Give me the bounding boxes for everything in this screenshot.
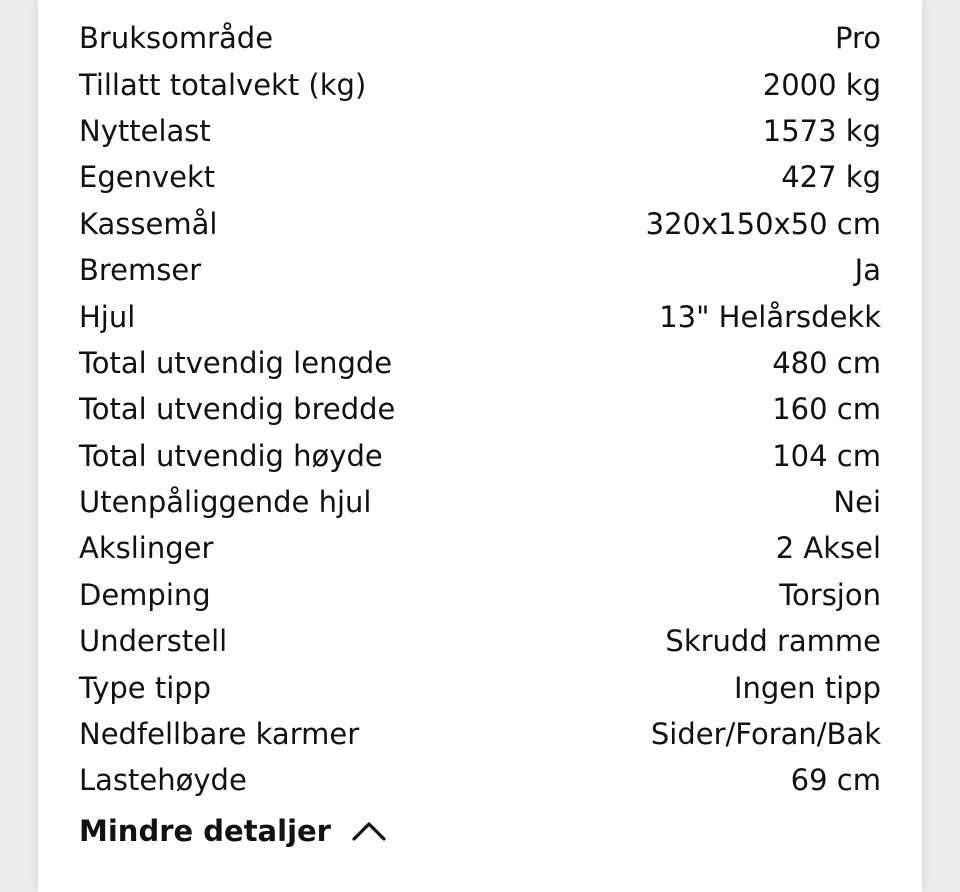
- spec-label: Nedfellbare karmer: [79, 717, 360, 752]
- spec-row: [79, 386, 881, 432]
- chevron-up-icon: [351, 820, 387, 842]
- spec-row: [79, 433, 881, 479]
- spec-label: Total utvendig bredde: [79, 392, 396, 427]
- spec-row: [79, 293, 881, 339]
- spec-label: Understell: [79, 624, 228, 659]
- spec-row: [79, 479, 881, 525]
- spec-label: Akslinger: [79, 531, 214, 566]
- spec-label: Bruksområde: [79, 21, 274, 56]
- spec-label: Total utvendig lengde: [79, 345, 393, 380]
- spec-label: Tillatt totalvekt (kg): [79, 67, 367, 102]
- spec-row: [79, 340, 881, 386]
- spec-value: Ingen tipp: [733, 670, 881, 705]
- spec-label: Kassemål: [79, 206, 218, 241]
- spec-row: [79, 201, 881, 247]
- specifications-list: [79, 15, 881, 804]
- spec-row: [79, 711, 881, 757]
- less-details-label: Mindre detaljer: [79, 814, 331, 848]
- spec-value: 104 cm: [772, 438, 881, 473]
- spec-label: Bremser: [79, 253, 202, 288]
- spec-row: [79, 525, 881, 571]
- spec-value: Sider/Foran/Bak: [650, 717, 881, 752]
- spec-value: 427 kg: [781, 160, 881, 195]
- spec-row: [79, 61, 881, 107]
- spec-label: Nyttelast: [79, 113, 211, 148]
- spec-label: Hjul: [79, 299, 136, 334]
- spec-value: 69 cm: [790, 763, 881, 798]
- spec-value: 2000 kg: [762, 67, 881, 102]
- spec-label: Utenpåliggende hjul: [79, 485, 372, 520]
- spec-row: [79, 108, 881, 154]
- spec-label: Demping: [79, 577, 211, 612]
- spec-value: Ja: [854, 253, 881, 288]
- spec-value: Pro: [834, 21, 881, 56]
- spec-value: 2 Aksel: [775, 531, 881, 566]
- specifications-card: [38, 0, 922, 892]
- less-details-toggle[interactable]: [79, 808, 387, 854]
- spec-row: [79, 618, 881, 664]
- spec-value: 13" Helårsdekk: [659, 299, 881, 334]
- spec-row: [79, 247, 881, 293]
- spec-label: Lastehøyde: [79, 763, 247, 798]
- spec-label: Total utvendig høyde: [79, 438, 383, 473]
- spec-row: [79, 154, 881, 200]
- spec-value: 160 cm: [772, 392, 881, 427]
- spec-value: Torsjon: [779, 577, 881, 612]
- spec-row: [79, 757, 881, 803]
- spec-label: Egenvekt: [79, 160, 216, 195]
- spec-value: 480 cm: [772, 345, 881, 380]
- spec-row: [79, 572, 881, 618]
- spec-label: Type tipp: [79, 670, 212, 705]
- spec-value: 320x150x50 cm: [645, 206, 881, 241]
- spec-value: 1573 kg: [762, 113, 881, 148]
- spec-row: [79, 664, 881, 710]
- spec-row: [79, 15, 881, 61]
- spec-value: Skrudd ramme: [665, 624, 881, 659]
- spec-value: Nei: [833, 485, 881, 520]
